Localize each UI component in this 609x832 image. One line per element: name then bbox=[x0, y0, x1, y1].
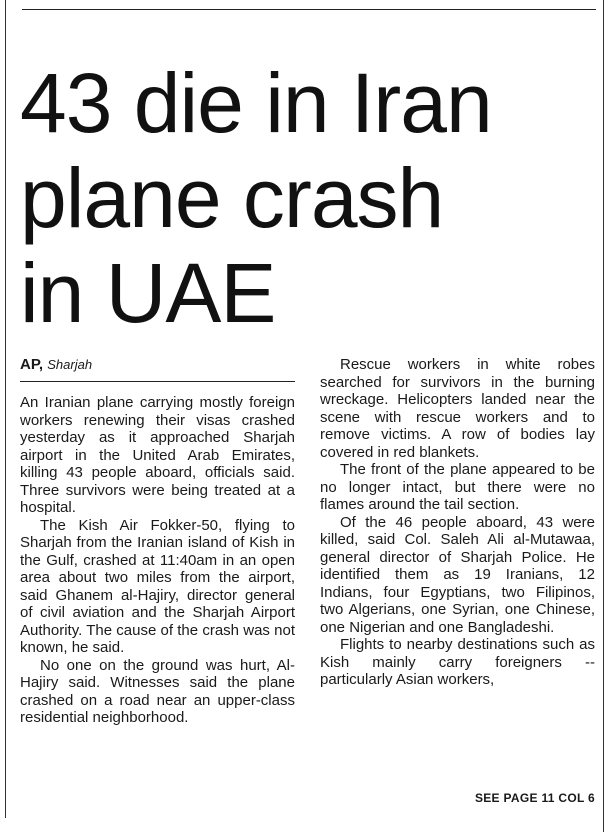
paragraph: Rescue workers in white robes searched for survivors in the burning wreckage. Helicopters landed near the scene with rescue workers and to remove victims. A row of bodies lay covered in red blankets. bbox=[320, 356, 595, 461]
headline-line-1: 43 die in Iran bbox=[20, 56, 492, 150]
byline-dateline: Sharjah bbox=[47, 357, 93, 372]
paragraph: The Kish Air Fokker-50, flying to Sharjah from the Iranian island of Kish in the Gulf, crashed at 11:40am in an open area about two miles from the airport, said Ghanem al-Hajiry, director general of civil aviation and the Sharjah Airport Authority. The cause of the crash was not known, he said. bbox=[20, 516, 295, 656]
byline bbox=[20, 356, 92, 373]
top-rule bbox=[22, 9, 596, 10]
byline-agency: AP, bbox=[20, 356, 44, 373]
article-column-1 bbox=[20, 394, 295, 727]
byline-rule bbox=[20, 381, 295, 382]
headline bbox=[20, 56, 600, 341]
paragraph: Of the 46 people aboard, 43 were killed, said Col. Saleh Ali al-Mutawaa, general director of Sharjah Police. He identified them as 19 Iranians, 12 Indians, four Egyptians, two Filipinos, two Algerians, one Syrian, one Chinese, one Nigerian and one Bangladeshi. bbox=[320, 513, 595, 636]
headline-line-3: in UAE bbox=[20, 246, 276, 340]
continuation-reference: SEE PAGE 11 COL 6 bbox=[474, 791, 595, 805]
article-column-2 bbox=[320, 356, 595, 689]
paragraph: Flights to nearby destinations such as Kish mainly carry foreigners -- particularly Asian workers, bbox=[320, 636, 595, 688]
paragraph: No one on the ground was hurt, Al-Hajiry said. Witnesses said the plane crashed on a road near an upper-class residential neighborhood. bbox=[20, 656, 295, 726]
paragraph: The front of the plane appeared to be no longer intact, but there were no flames around the tail section. bbox=[320, 461, 595, 513]
page-border-right bbox=[603, 0, 604, 832]
paragraph: An Iranian plane carrying mostly foreign workers renewing their visas crashed yesterday as it approached Sharjah airport in the United Arab Emirates, killing 43 people aboard, officials said. Three survivors were being treated at a hospital. bbox=[20, 394, 295, 516]
page-border-left bbox=[5, 0, 6, 818]
headline-line-2: plane crash bbox=[20, 151, 444, 245]
